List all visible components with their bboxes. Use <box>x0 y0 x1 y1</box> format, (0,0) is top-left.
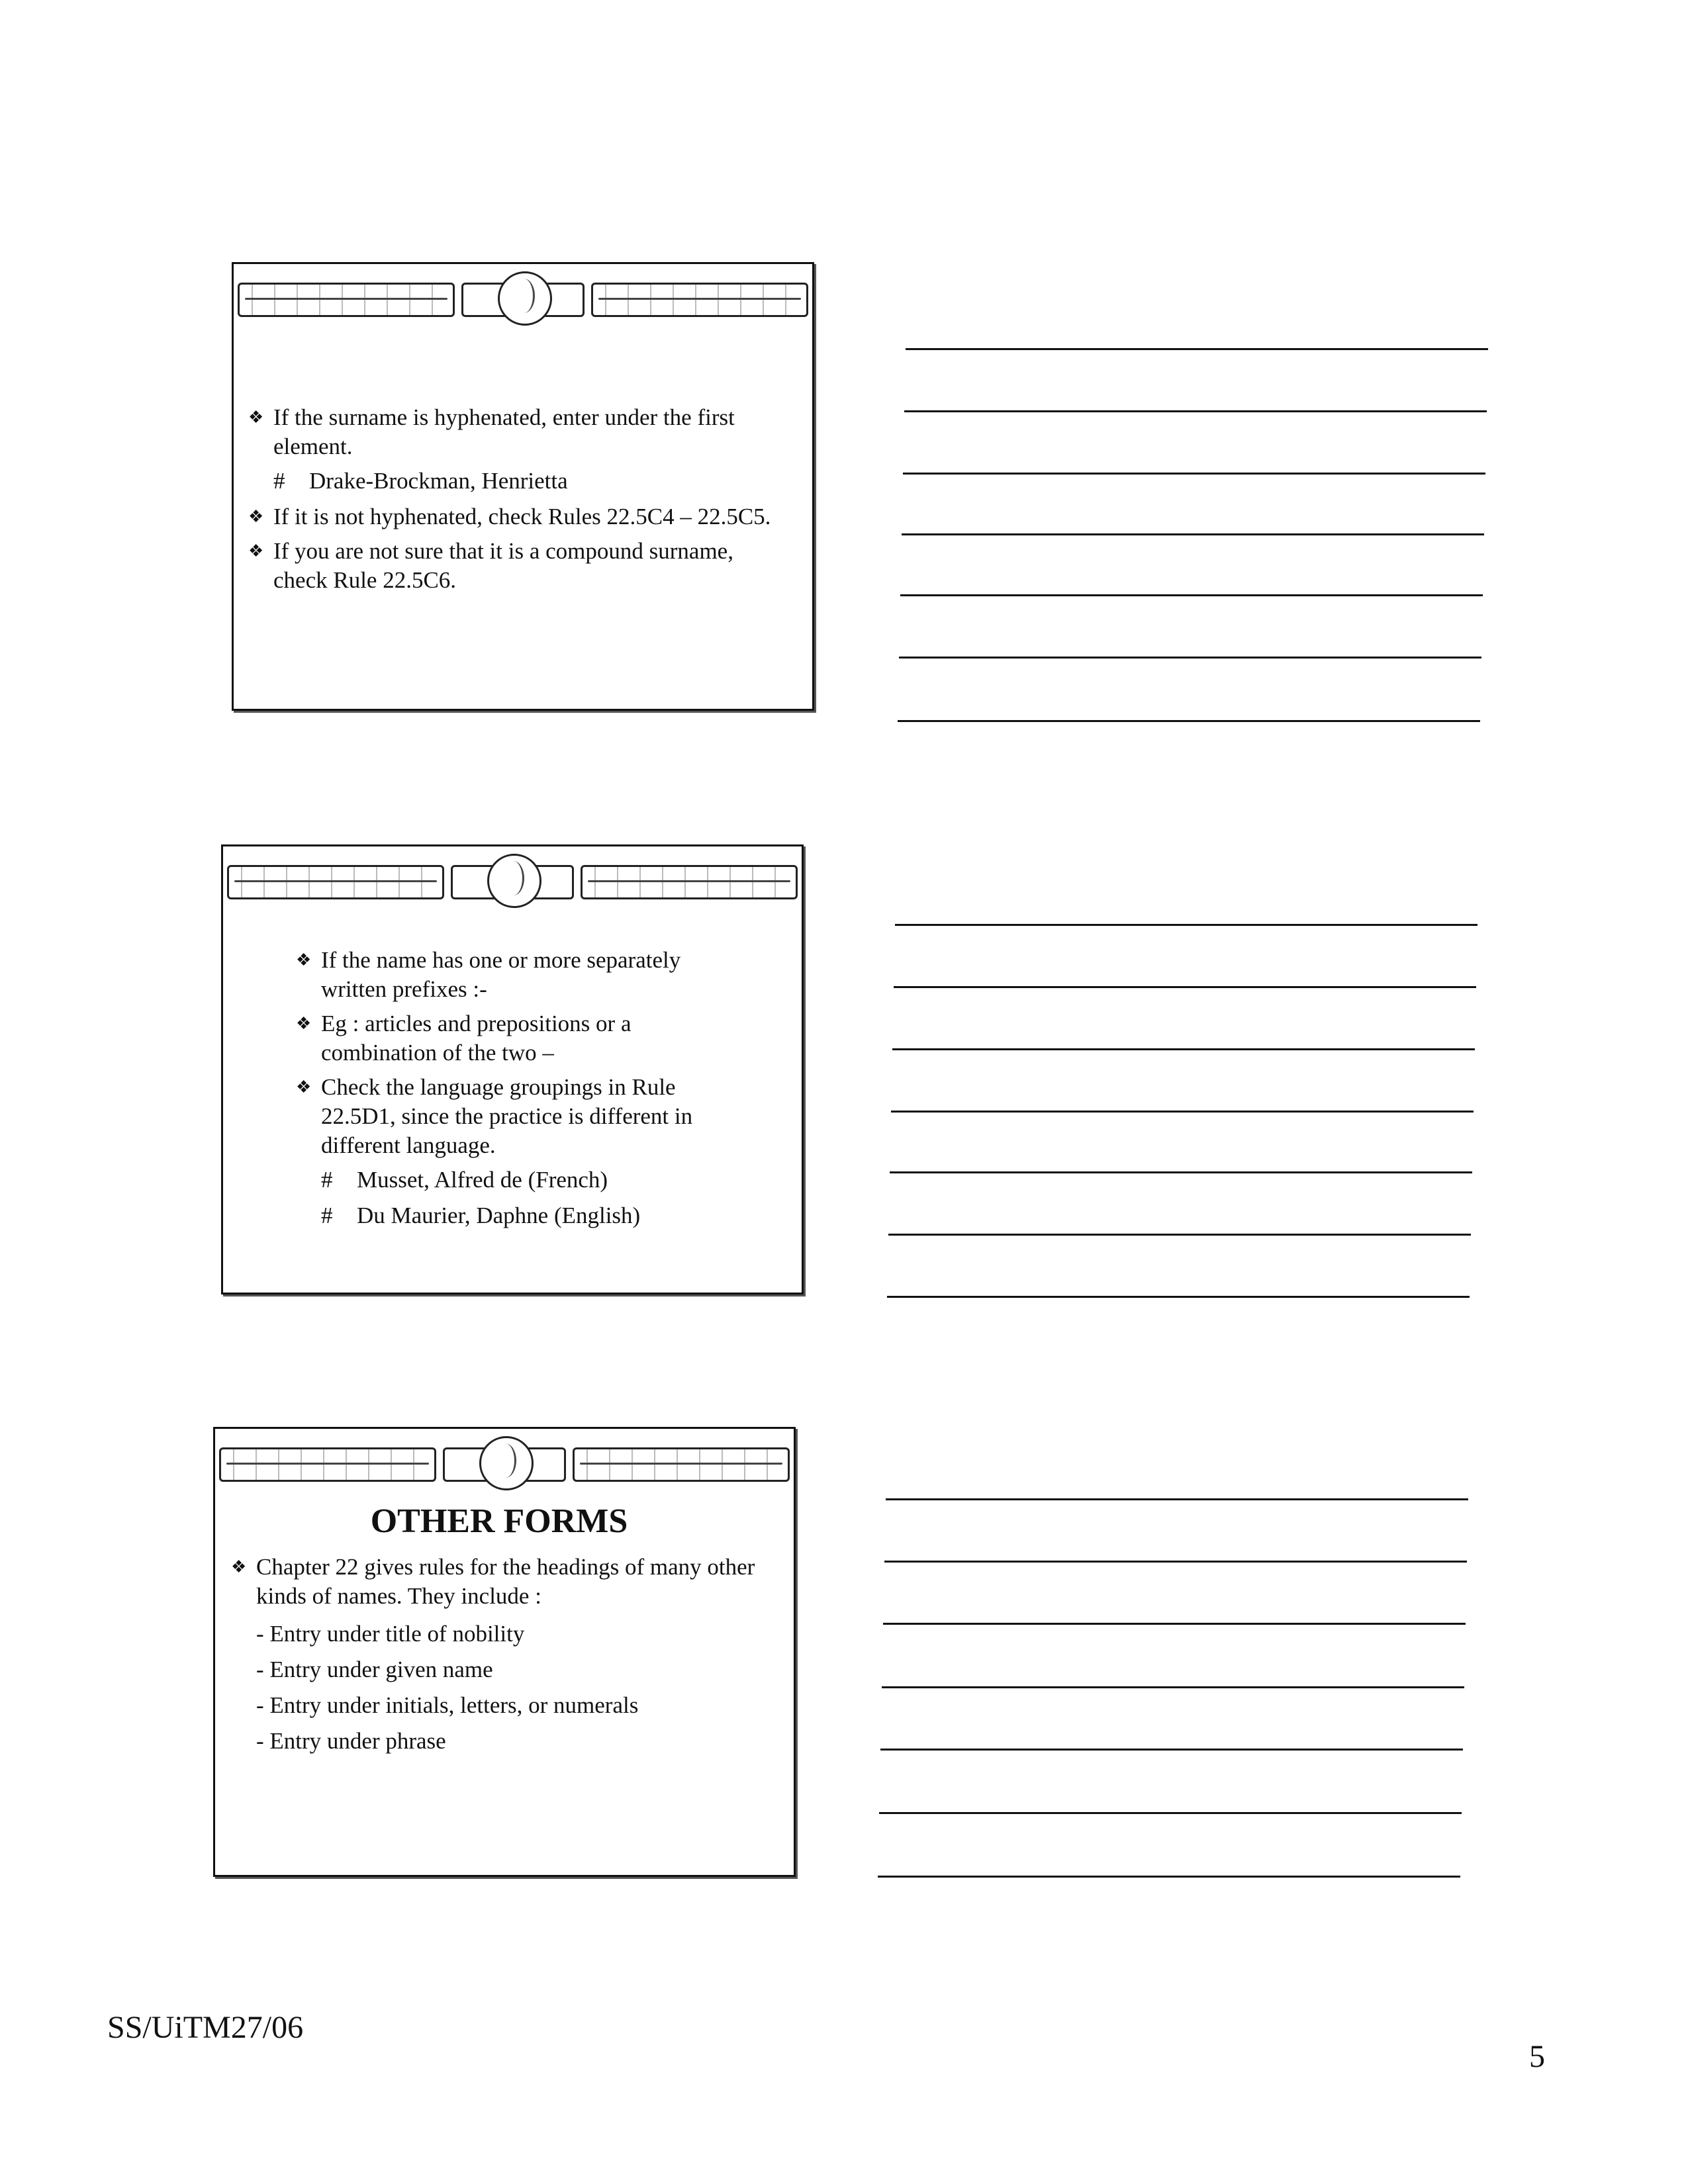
bullet-item: ❖ If the name has one or more separately written prefixes :- <box>296 947 681 1002</box>
note-line <box>904 410 1487 412</box>
slide-banner <box>238 273 808 326</box>
bullet-icon: ❖ <box>248 541 264 561</box>
banner-right-bar <box>591 283 808 317</box>
bullet-item: ❖ If the surname is hyphenated, enter under the first element. <box>248 404 735 459</box>
note-line <box>886 1498 1468 1500</box>
bullet-item: ❖ If it is not hyphenated, check Rules 22.5C4 – 22.5C5. <box>248 502 792 531</box>
slide-3 <box>213 1427 796 1877</box>
banner-left-bar <box>238 283 455 317</box>
list-item: - Entry under initials, letters, or numerals <box>256 1692 639 1718</box>
bullet-item: ❖ If you are not sure that it is a compound surname, check Rule 22.5C6. <box>248 538 733 593</box>
note-line <box>903 473 1485 475</box>
banner-right-bar <box>573 1447 790 1482</box>
note-line <box>894 986 1476 988</box>
bullet-icon: ❖ <box>296 1014 312 1033</box>
note-line <box>892 1048 1475 1050</box>
note-line <box>898 720 1480 722</box>
page-number: 5 <box>1529 2039 1545 2074</box>
note-line <box>906 348 1488 350</box>
slide-banner <box>219 1438 790 1491</box>
hash-icon: # <box>273 468 285 494</box>
banner-left-bar <box>227 865 444 899</box>
note-line <box>880 1749 1463 1751</box>
globe-icon <box>487 854 541 908</box>
list-item: - Entry under phrase <box>256 1728 446 1754</box>
list-item: - Entry under given name <box>256 1657 493 1682</box>
bullet-icon: ❖ <box>296 950 312 970</box>
banner-center <box>443 1447 566 1482</box>
list-item: - Entry under title of nobility <box>256 1621 525 1647</box>
note-line <box>895 924 1477 926</box>
note-line <box>902 533 1484 535</box>
bullet-item: ❖ Check the language groupings in Rule 22.5D1, since the practice is different in different language. <box>296 1074 693 1158</box>
bullet-icon: ❖ <box>248 408 264 427</box>
bullet-icon: ❖ <box>296 1077 312 1097</box>
hash-icon: # <box>321 1203 333 1228</box>
document-code: SS/UiTM27/06 <box>107 2010 304 2045</box>
note-line <box>884 1561 1467 1563</box>
slide-3-content <box>231 1502 767 1759</box>
banner-center <box>451 865 574 899</box>
bullet-item: ❖ Eg : articles and prepositions or a combination of the two – <box>296 1011 632 1066</box>
note-line <box>887 1296 1470 1298</box>
bullet-icon: ❖ <box>248 507 264 526</box>
slide-1-content <box>248 403 792 600</box>
globe-icon <box>479 1436 534 1490</box>
banner-center <box>461 283 585 317</box>
globe-icon <box>498 271 552 326</box>
note-line <box>879 1812 1462 1814</box>
bullet-item: ❖ Chapter 22 gives rules for the headings of many other kinds of names. They include : <box>231 1554 755 1609</box>
banner-right-bar <box>581 865 798 899</box>
note-line <box>899 657 1481 659</box>
slide-banner <box>227 856 798 909</box>
note-line <box>878 1876 1460 1878</box>
slide-title: OTHER FORMS <box>370 1502 628 1540</box>
note-line <box>882 1686 1464 1688</box>
note-line <box>890 1171 1472 1173</box>
slide-2 <box>221 844 804 1295</box>
example-item: # Du Maurier, Daphne (English) <box>296 1201 749 1230</box>
hash-icon: # <box>321 1167 333 1193</box>
slide-1 <box>232 262 814 711</box>
banner-left-bar <box>219 1447 436 1482</box>
note-line <box>883 1623 1466 1625</box>
example-item: # Musset, Alfred de (French) <box>296 1165 749 1195</box>
example-item: # Drake-Brockman, Henrietta <box>248 467 792 496</box>
slide-2-content <box>296 946 749 1237</box>
note-line <box>888 1234 1471 1236</box>
bullet-icon: ❖ <box>231 1557 247 1576</box>
note-line <box>900 594 1483 596</box>
note-line <box>891 1111 1474 1113</box>
